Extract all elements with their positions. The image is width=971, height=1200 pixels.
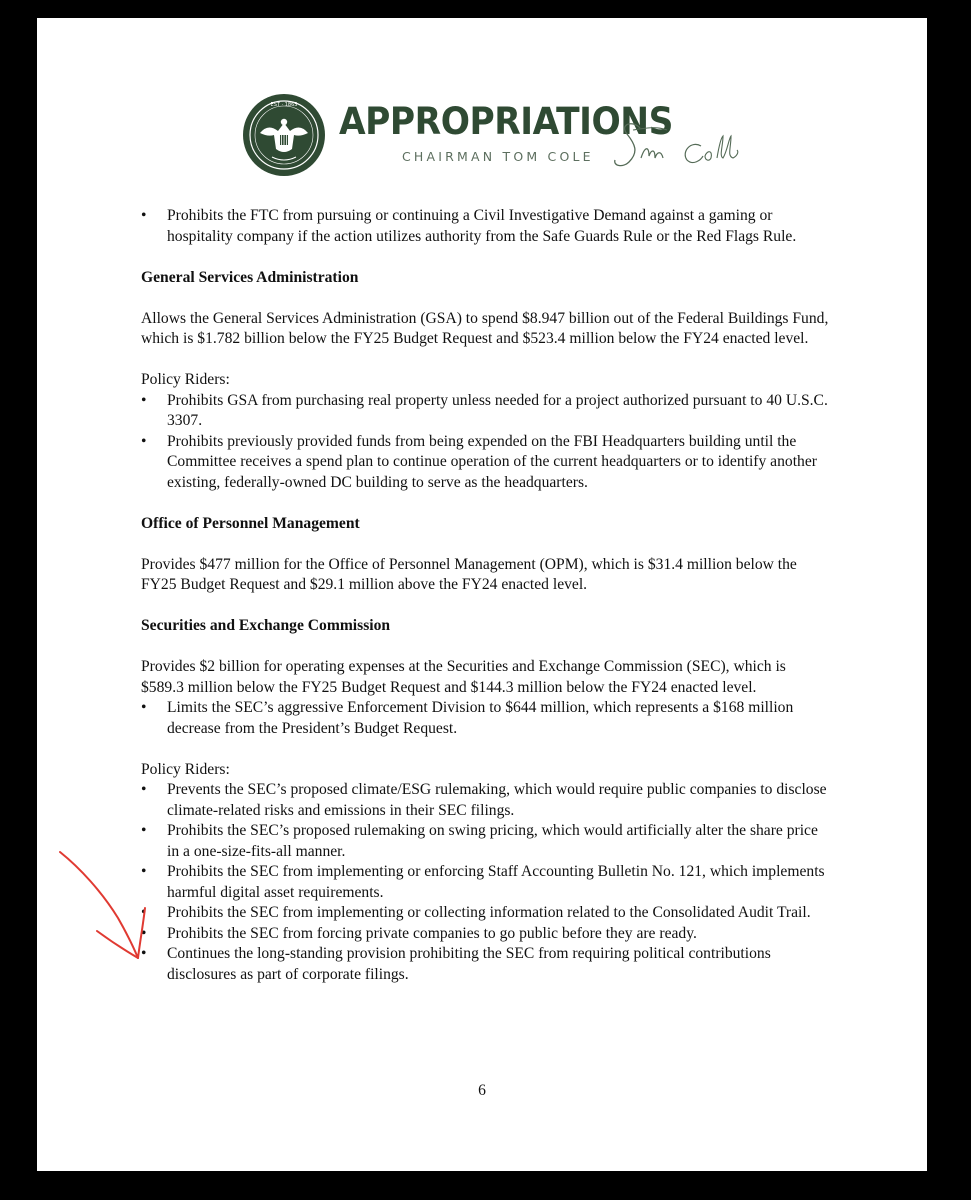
list-item: • Prohibits the SEC’s proposed rulemaking on swing pricing, which would artificially alter the share price in a one-size-fits-all manner. [141, 822, 818, 860]
sec-bullet-list [141, 698, 831, 739]
committee-seal-logo [242, 93, 326, 177]
ftc-bullet-list [141, 206, 831, 247]
bullet-icon: • [141, 432, 147, 450]
sec-riders-list [141, 780, 831, 985]
bullet-icon: • [141, 822, 147, 839]
bullet-icon: • [141, 945, 147, 962]
chairman-subtitle: CHAIRMAN TOM COLE [402, 149, 594, 164]
bullet-icon: • [141, 781, 147, 798]
policy-riders-label: Policy Riders: [141, 760, 230, 778]
list-item: • Prohibits the SEC from forcing private companies to go public before they are ready. [141, 924, 831, 945]
letterhead [242, 91, 732, 191]
bullet-icon: • [141, 207, 147, 224]
list-item: • Prohibits the SEC from implementing or collecting information related to the Consolidated Audit Trail. [141, 903, 831, 924]
bullet-icon: • [141, 863, 147, 880]
list-item: • Prevents the SEC’s proposed climate/ESG rulemaking, which would require public companies to disclose climate-related risks and emissions in their SEC filings. [141, 781, 827, 819]
opm-paragraph: Provides $477 million for the Office of Personnel Management (OPM), which is $31.4 million below the FY25 Budget Request and $29.1 million above the FY24 enacted level. [141, 555, 797, 593]
list-item: • Continues the long-standing provision prohibiting the SEC from requiring political contributions disclosures as part of corporate filings. [141, 945, 771, 983]
list-item: • Prohibits previously provided funds from being expended on the FBI Headquarters building until the Committee receives a spend plan to continue operation of the current headquarters or to identify another existing, federally-owned DC building to serve as the headquarters. [141, 432, 817, 491]
list-item: • Prohibits GSA from purchasing real property unless needed for a project authorized pursuant to 40 U.S.C. 3307. [141, 391, 828, 429]
section-heading-sec: Securities and Exchange Commission [141, 617, 391, 634]
bullet-icon: • [141, 924, 147, 942]
document-page [37, 18, 927, 1171]
section-heading-opm: Office of Personnel Management [141, 514, 360, 532]
bullet-icon: • [141, 699, 147, 716]
document-body [141, 206, 831, 985]
policy-riders-label: Policy Riders: [141, 371, 230, 388]
svg-text:EST · 1865: EST · 1865 [270, 102, 298, 108]
bullet-icon: • [141, 904, 147, 921]
gsa-paragraph: Allows the General Services Administration (GSA) to spend $8.947 billion out of the Federal Buildings Fund, which is $1.782 billion below the FY25 Budget Request and $523.4 million below the FY24 enacted level. [141, 309, 829, 347]
section-heading-gsa: General Services Administration [141, 268, 359, 286]
gsa-riders-list [141, 391, 831, 494]
brand-title: APPROPRIATIONS [339, 100, 673, 143]
bullet-icon: • [141, 391, 147, 409]
list-item: • Prohibits the SEC from implementing or enforcing Staff Accounting Bulletin No. 121, which implements harmful digital asset requirements. [141, 863, 825, 901]
list-item: • Prohibits the FTC from pursuing or continuing a Civil Investigative Demand against a gaming or hospitality company if the action utilizes authority from the Safe Guards Rule or the Red Flags Rule. [141, 207, 797, 245]
chairman-signature [605, 116, 740, 186]
page-number: 6 [478, 1082, 486, 1099]
sec-paragraph: Provides $2 billion for operating expenses at the Securities and Exchange Commission (SEC), which is $589.3 million below the FY25 Budget Request and $144.3 million below the FY24 enacted level. [141, 658, 786, 696]
list-item: • Limits the SEC’s aggressive Enforcement Division to $644 million, which represents a $168 million decrease from the President’s Budget Request. [141, 699, 794, 737]
